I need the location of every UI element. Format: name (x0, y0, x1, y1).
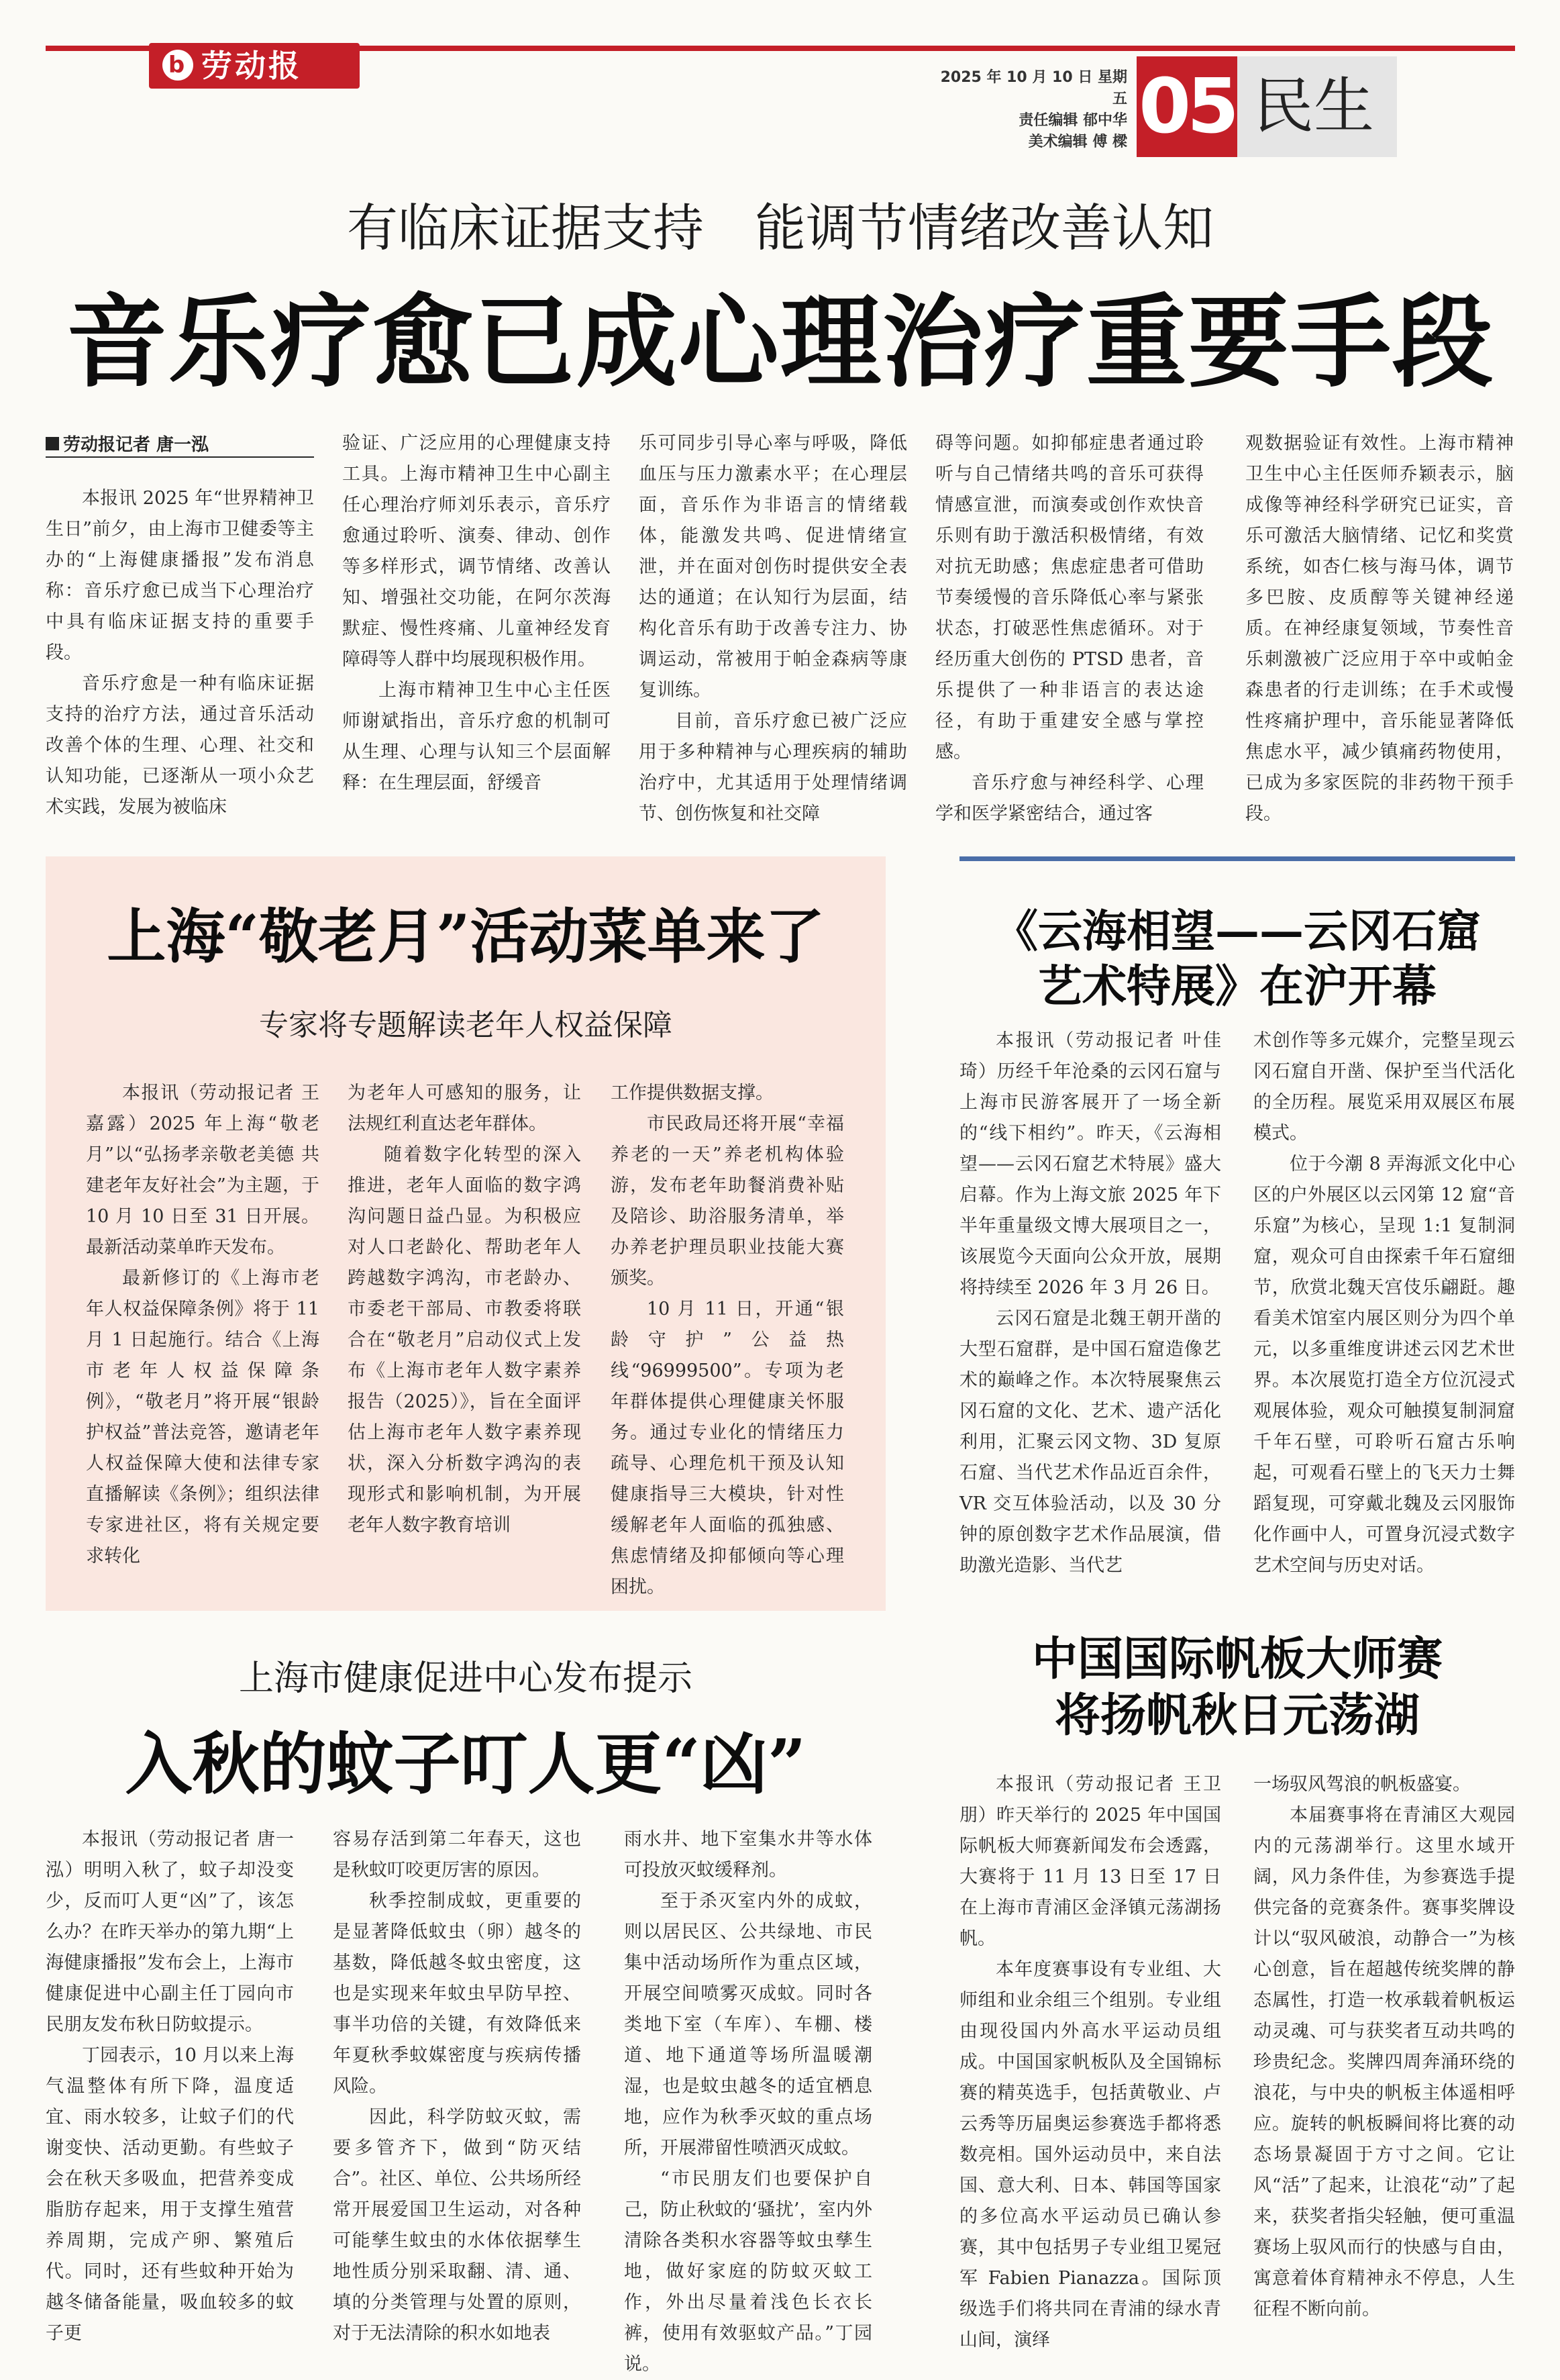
grotto-col-1: 本报讯（劳动报记者 叶佳琦）历经千年沧桑的云冈石窟与上海市民游客展开了一场全新的“线下相约”。昨天，《云海相望——云冈石窟艺术特展》盛大启幕。作为上海文旅 2025 年下半年重量级文博大展项目之一，该展览今天面向公众开放，展期将持续至 2026 年 3 月 26 日。 云冈石窟是北魏王朝开凿的大型石窟群，是中国石窟造像艺术的巅峰之作。本次特展聚焦云冈石窟的文化、艺术、遗产活化利用，汇聚云冈文物、3D 复原石窟、当代艺术作品近百余件，VR 交互体验活动，以及 30 分钟的原创数字艺术作品展演，借助激光造影、当代艺 (959, 1030, 1221, 1576)
mosquito-col-1: 本报讯（劳动报记者 唐一泓）明明入秋了，蚊子却没变少，反而叮人更“凶”了，该怎么办？在昨天举办的第九期“上海健康播报”发布会上，上海市健康促进中心副主任丁园向市民朋友发布秋日防蚊提示。 丁园表示，10 月以来上海气温整体有所下降，温度适宜、雨水较多，让蚊子们的代谢变快、活动更勤。有些蚊子会在秋天多吸血，把营养变成脂肪存起来，用于支撑生殖营养周期，完成产卵、繁殖后代。同时，还有些蚊种开始为越冬储备能量，吸血较多的蚊子更 (46, 1829, 294, 2344)
byline-square-icon (46, 437, 59, 450)
elder-headline: 上海“敬老月”活动菜单来了 (107, 901, 825, 971)
windsurf-headline (959, 1631, 1515, 1744)
windsurf-col-1: 本报讯（劳动报记者 王卫朋）昨天举行的 2025 年中国国际帆板大师赛新闻发布会透露，大赛将于 11 月 13 日至 17 日在上海市青浦区金泽镇元荡湖扬帆。 本年度赛事设有专业组、大师组和业余组三个组别。专业组由现役国内外高水平运动员组成。中国国家帆板队及全国锦标赛的精英选手，包括黄敬业、卢云秀等历届奥运参赛选手都将悉数亮相。国外运动员中，来自法国、意大利、日本、韩国等国家的多位高水平运动员已确认参赛，其中包括男子专业组卫冕冠军 Fabien Pianazza。国际顶级选手们将共同在青浦的绿水青山间，演绎 (959, 1774, 1221, 2350)
grotto-headline-line1: 《云海相望——云冈石窟 (994, 905, 1481, 957)
windsurf-headline-line2: 将扬帆秋日元荡湖 (1054, 1689, 1420, 1742)
lead-byline: 劳动报记者 唐一泓 (46, 431, 314, 456)
section-name: 民生 (1237, 56, 1397, 157)
lead-col-5: 观数据验证有效性。上海市精神卫生中心主任医师乔颖表示，脑成像等神经科学研究已证实，音乐可激活大脑情绪、记忆和奖赏系统，如杏仁核与海马体，调节多巴胺、皮质醇等关键神经递质。在神经康复领域，节奏性音乐刺激被广泛应用于卒中或帕金森患者的行走训练；在手术或慢性疼痛护理中，音乐能显著降低焦虑水平，减少镇痛药物使用，已成为多家医院的非药物干预手段。 (1245, 433, 1514, 824)
windsurf-headline-line1: 中国国际帆板大师赛 (1031, 1632, 1443, 1686)
grotto-col-2: 术创作等多元媒介，完整呈现云冈石窟自开凿、保护至当代活化的全历程。展览采用双展区布展模式。 位于今潮 8 弄海派文化中心区的户外展区以云冈第 12 窟“音乐窟”为核心，呈现 1:1 复制洞窟，观众可自由探索千年石窟细节，欣赏北魏天宫伎乐翩跹。趣看美术馆室内展区则分为四个单元，以多重维度讲述云冈艺术世界。本次展览打造全方位沉浸式观展体验，观众可触摸复制洞窟千年石壁，可聆听石窟古乐响起，可观看石壁上的飞天力士舞蹈复现，可穿戴北魏及云冈服饰化作画中人，可置身沉浸式数字艺术空间与历史对话。 (1253, 1030, 1515, 1576)
mosquito-col-3: 雨水井、地下室集水井等水体可投放灭蚊缓释剂。 至于杀灭室内外的成蚊，则以居民区、公共绿地、市民集中活动场所作为重点区域，开展空间喷雾灭成蚊。同时各类地下室（车库）、车棚、楼道、地下通道等场所温暖潮湿，也是蚊虫越冬的适宜栖息地，应作为秋季灭蚊的重点场所，开展滞留性喷洒灭成蚊。 “市民朋友们也要保护自己，防止秋蚊的‘骚扰’，室内外清除各类积水容器等蚊虫孳生地，做好家庭的防蚊灭蚊工作，外出尽量着浅色长衣长裤，使用有效驱蚊产品。”丁园说。 (624, 1829, 872, 2375)
windsurf-col-2: 一场驭风驾浪的帆板盛宴。 本届赛事将在青浦区大观园内的元荡湖举行。这里水域开阔，风力条件佳，为参赛选手提供完备的竞赛条件。赛事奖牌设计以“驭风破浪，动静合一”为核心创意，旨在超越传统奖牌的静态属性，打造一枚承载着帆板运动灵魂、可与获奖者互动共鸣的珍贵纪念。奖牌四周奔涌环绕的浪花，与中央的帆板主体遥相呼应。旋转的帆板瞬间将比赛的动态场景凝固于方寸之间。它让风“活”了起来，让浪花“动”了起来，获奖者指尖轻触，便可重温赛场上驭风而行的快感与自由，寓意着体育精神永不停息，人生征程不断向前。 (1253, 1774, 1515, 2320)
elder-subhead: 专家将专题解读老年人权益保障 (259, 1008, 672, 1042)
lead-col-4: 碍等问题。如抑郁症患者通过聆听与自己情绪共鸣的音乐可获得情感宣泄，而演奏或创作欢快音乐则有助于激活积极情绪，有效对抗无助感；焦虑症患者可借助节奏缓慢的音乐降低心率与紧张状态，打破恶性焦虑循环。对于经历重大创伤的 PTSD 患者，音乐提供了一种非语言的表达途径，有助于重建安全感与掌控感。 音乐疗愈与神经科学、心理学和医学紧密结合，通过客 (935, 433, 1204, 824)
grotto-headline-line2: 艺术特展》在沪开幕 (1038, 960, 1437, 1012)
art-editor-line: 美术编辑 傅 樑 (1028, 134, 1127, 150)
elder-col-1: 本报讯（劳动报记者 王嘉露）2025 年上海“敬老月”以“弘扬孝亲敬老美德 共建老年友好社会”为主题，于 10 月 10 日至 31 日开展。最新活动菜单昨天发布。 最新修订的《上海市老年人权益保障条例》将于 11 月 1 日起施行。结合《上海市老年人权益保障条例》，“敬老月”将开展“银龄护权益”普法竞答，邀请老年人权益保障大使和法律专家直播解读《条例》；组织法律专家进社区，将有关规定要求转化 (86, 1083, 319, 1567)
elder-col-3: 工作提供数据支撑。 市民政局还将开展“幸福养老的一天”养老机构体验游，发布老年助餐消费补贴及陪诊、助浴服务清单，举办养老护理员职业技能大赛颁奖。 10 月 11 日，开通“银龄守护”公益热线“96999500”。专项为老年群体提供心理健康关怀服务。通过专业化的情绪压力疏导、心理危机干预及认知健康指导三大模块，针对性缓解老年人面临的孤独感、焦虑情绪及抑郁倾向等心理困扰。 (611, 1083, 844, 1597)
lead-headline: 音乐疗愈已成心理治疗重要手段 (66, 283, 1494, 401)
mosquito-col-2: 容易存活到第二年春天，这也是秋蚊叮咬更厉害的原因。 秋季控制成蚊，更重要的是显著降低蚊虫（卵）越冬的基数，降低越冬蚊虫密度，这也是实现来年蚊虫早防早控、事半功倍的关键，有效降低来年夏秋季蚊媒密度与疾病传播风险。 因此，科学防蚊灭蚊，需要多管齐下，做到“防灭结合”。社区、单位、公共场所经常开展爱国卫生运动，对各种可能孳生蚊虫的水体依据孳生地性质分别采取翻、清、通、填的分类管理与处置的原则，对于无法清除的积水如地表 (333, 1829, 581, 2344)
mosquito-kicker: 上海市健康促进中心发布提示 (238, 1658, 692, 1699)
page-number: 05 (1137, 56, 1237, 157)
logo-mark-icon: b (162, 50, 193, 81)
lead-col-1: 本报讯 2025 年“世界精神卫生日”前夕，由上海市卫健委等主办的“上海健康播报”发布消息称：音乐疗愈已成当下心理治疗中具有临床证据支持的重要手段。 音乐疗愈是一种有临床证据支持的治疗方法，通过音乐活动改善个体的生理、心理、社交和认知功能，已逐渐从一项小众艺术实践，发展为被临床 (46, 488, 314, 817)
lead-kicker: 有临床证据支持 能调节情绪改善认知 (347, 198, 1214, 258)
lead-col-3: 乐可同步引导心率与呼吸，降低血压与压力激素水平；在心理层面，音乐作为非语言的情绪载体，能激发共鸣、促进情绪宣泄，并在面对创伤时提供安全表达的通道；在认知行为层面，结构化音乐有助于改善专注力、协调运动，常被用于帕金森病等康复训练。 目前，音乐疗愈已被广泛应用于多种精神与心理疾病的辅助治疗中，尤其适用于处理情绪调节、创伤恢复和社交障 (639, 433, 907, 824)
editor-line: 责任编辑 郁中华 (1019, 112, 1127, 129)
logo-text: 劳动报 (201, 48, 302, 84)
page-meta (926, 67, 1127, 153)
date-line: 2025 年 10 月 10 日 星期五 (940, 69, 1127, 107)
mosquito-headline: 入秋的蚊子叮人更“凶” (125, 1724, 807, 1803)
lead-byline-rule (46, 456, 314, 458)
elder-col-2: 为老年人可感知的服务，让法规红利直达老年群体。 随着数字化转型的深入推进，老年人面临的数字鸿沟问题日益凸显。为积极应对人口老龄化、帮助老年人跨越数字鸿沟，市老龄办、市委老干部局、市教委将联合在“敬老月”启动仪式上发布《上海市老年人数字素养报告（2025）》，旨在全面评估上海市老年人数字素养现状，深入分析数字鸿沟的表现形式和影响机制，为开展老年人数字教育培训 (348, 1083, 581, 1536)
grotto-blue-rule (959, 856, 1515, 861)
newspaper-logo (149, 43, 360, 89)
lead-col-2: 验证、广泛应用的心理健康支持工具。上海市精神卫生中心副主任心理治疗师刘乐表示，音乐疗愈通过聆听、演奏、律动、创作等多样形式，调节情绪、改善认知、增强社交功能，在阿尔茨海默症、慢性疼痛、儿童神经发育障碍等人群中均展现积极作用。 上海市精神卫生中心主任医师谢斌指出，音乐疗愈的机制可从生理、心理与认知三个层面解释：在生理层面，舒缓音 (342, 433, 611, 793)
grotto-headline (959, 903, 1515, 1013)
